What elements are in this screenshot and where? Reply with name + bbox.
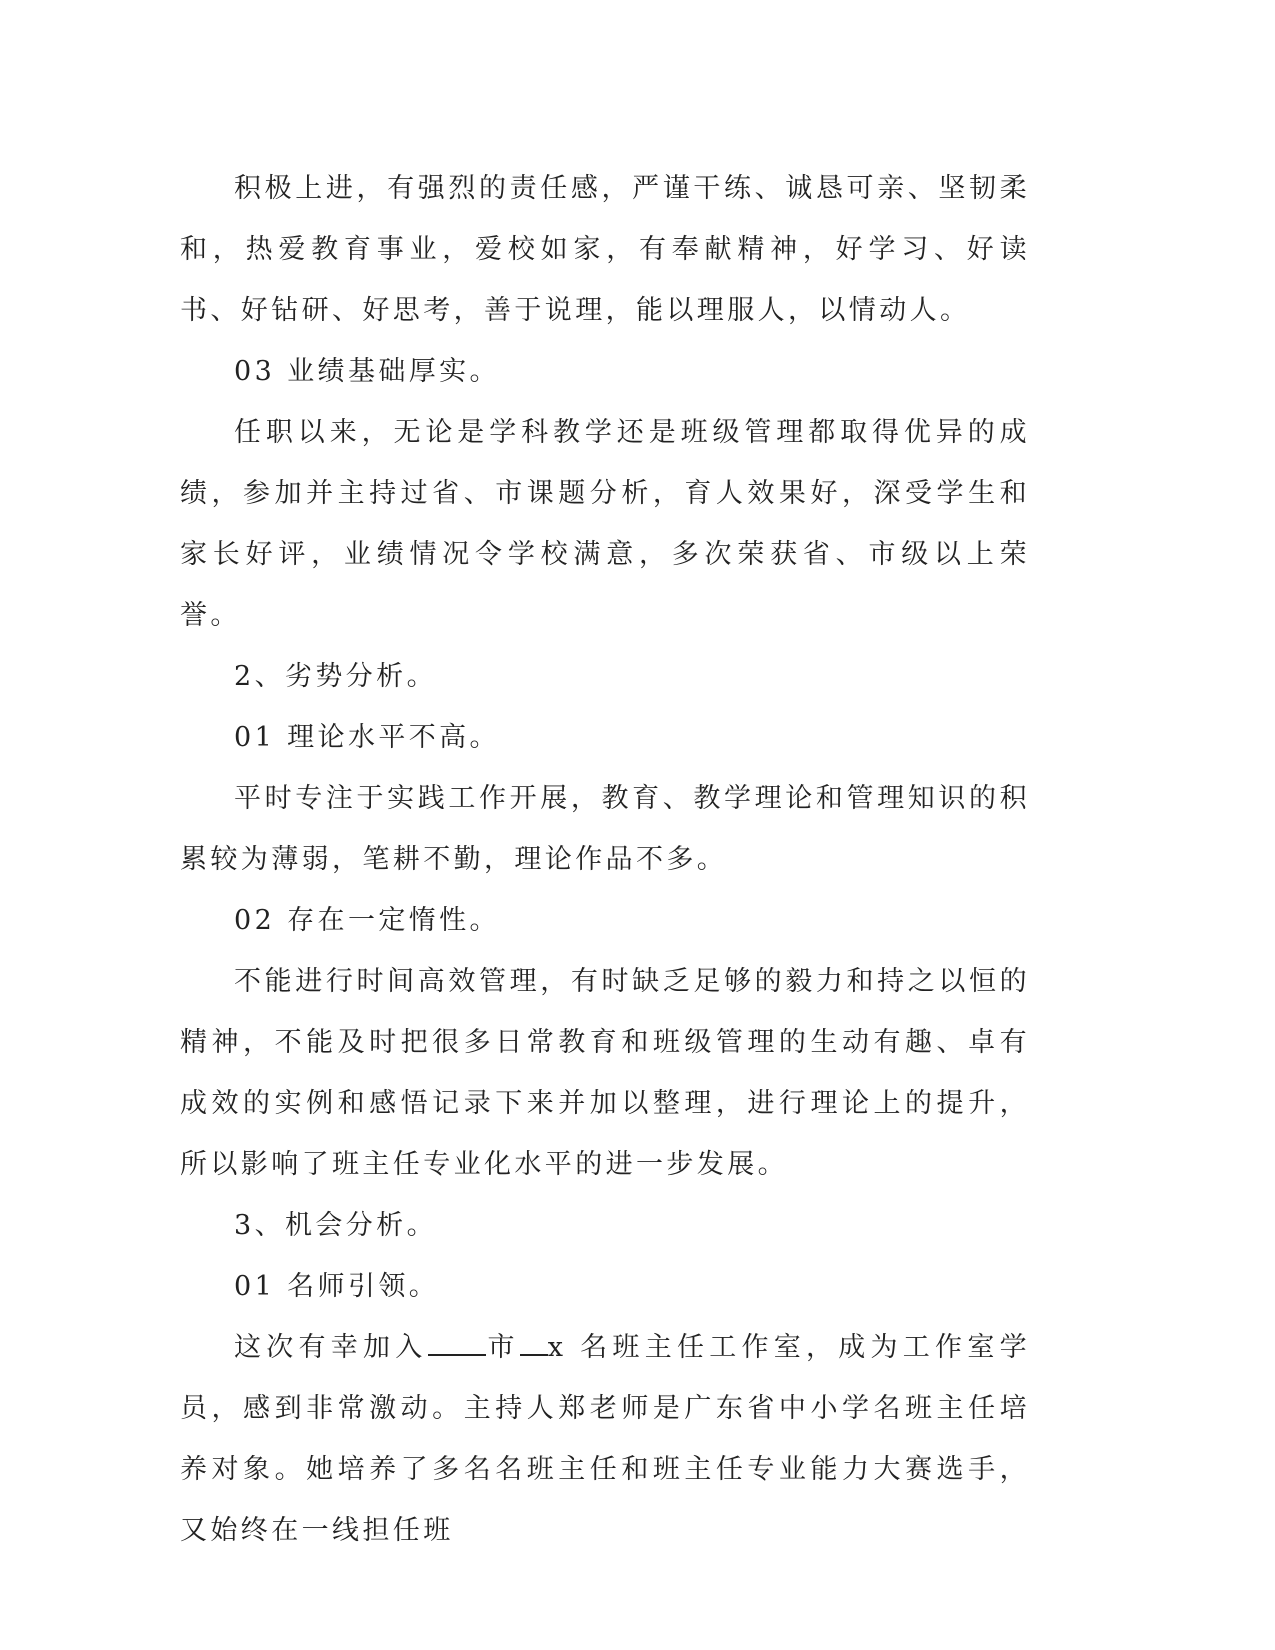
paragraph-theory: 平时专注于实践工作开展，教育、教学理论和管理知识的积累较为薄弱，笔耕不勤，理论作品不多。	[180, 783, 1030, 875]
heading-01-theory: 01 理论水平不高。	[234, 722, 500, 753]
heading-03-achievements: 03 业绩基础厚实。	[234, 356, 500, 387]
mentor-text-part1: 这次有幸加入	[234, 1332, 428, 1363]
paragraph-mentor	[180, 1317, 1030, 1561]
heading-02-inertia: 02 存在一定惰性。	[234, 905, 500, 936]
mentor-text-part2: 市	[485, 1332, 520, 1363]
paragraph-inertia: 不能进行时间高效管理，有时缺乏足够的毅力和持之以恒的精神，不能及时把很多日常教育和班级管理的生动有趣、卓有成效的实例和感悟记录下来并加以整理，进行理论上的提升，所以影响了班主任专业化水平的进一步发展。	[180, 966, 1030, 1180]
paragraph-qualities: 积极上进，有强烈的责任感，严谨干练、诚恳可亲、坚韧柔和，热爱教育事业，爱校如家，有奉献精神，好学习、好读书、好钻研、好思考，善于说理，能以理服人，以情动人。	[180, 173, 1030, 326]
fill-blank-city	[428, 1332, 486, 1356]
heading-weakness-analysis: 2、劣势分析。	[234, 661, 437, 692]
paragraph-achievements: 任职以来，无论是学科教学还是班级管理都取得优异的成绩，参加并主持过省、市课题分析，育人效果好，深受学生和家长好评，业绩情况令学校满意，多次荣获省、市级以上荣誉。	[180, 417, 1030, 631]
document-body	[180, 158, 1030, 1561]
fill-blank-name	[520, 1332, 548, 1356]
heading-01-mentor: 01 名师引领。	[234, 1271, 440, 1302]
heading-opportunity-analysis: 3、机会分析。	[234, 1210, 437, 1241]
mentor-text-part3: x 名班主任工作室，成为工作室学员，感到非常激动。主持人郑老师是广东省中小学名班主任培养对象。她培养了多名名班主任和班主任专业能力大赛选手，又始终在一线担任班	[180, 1332, 1030, 1546]
